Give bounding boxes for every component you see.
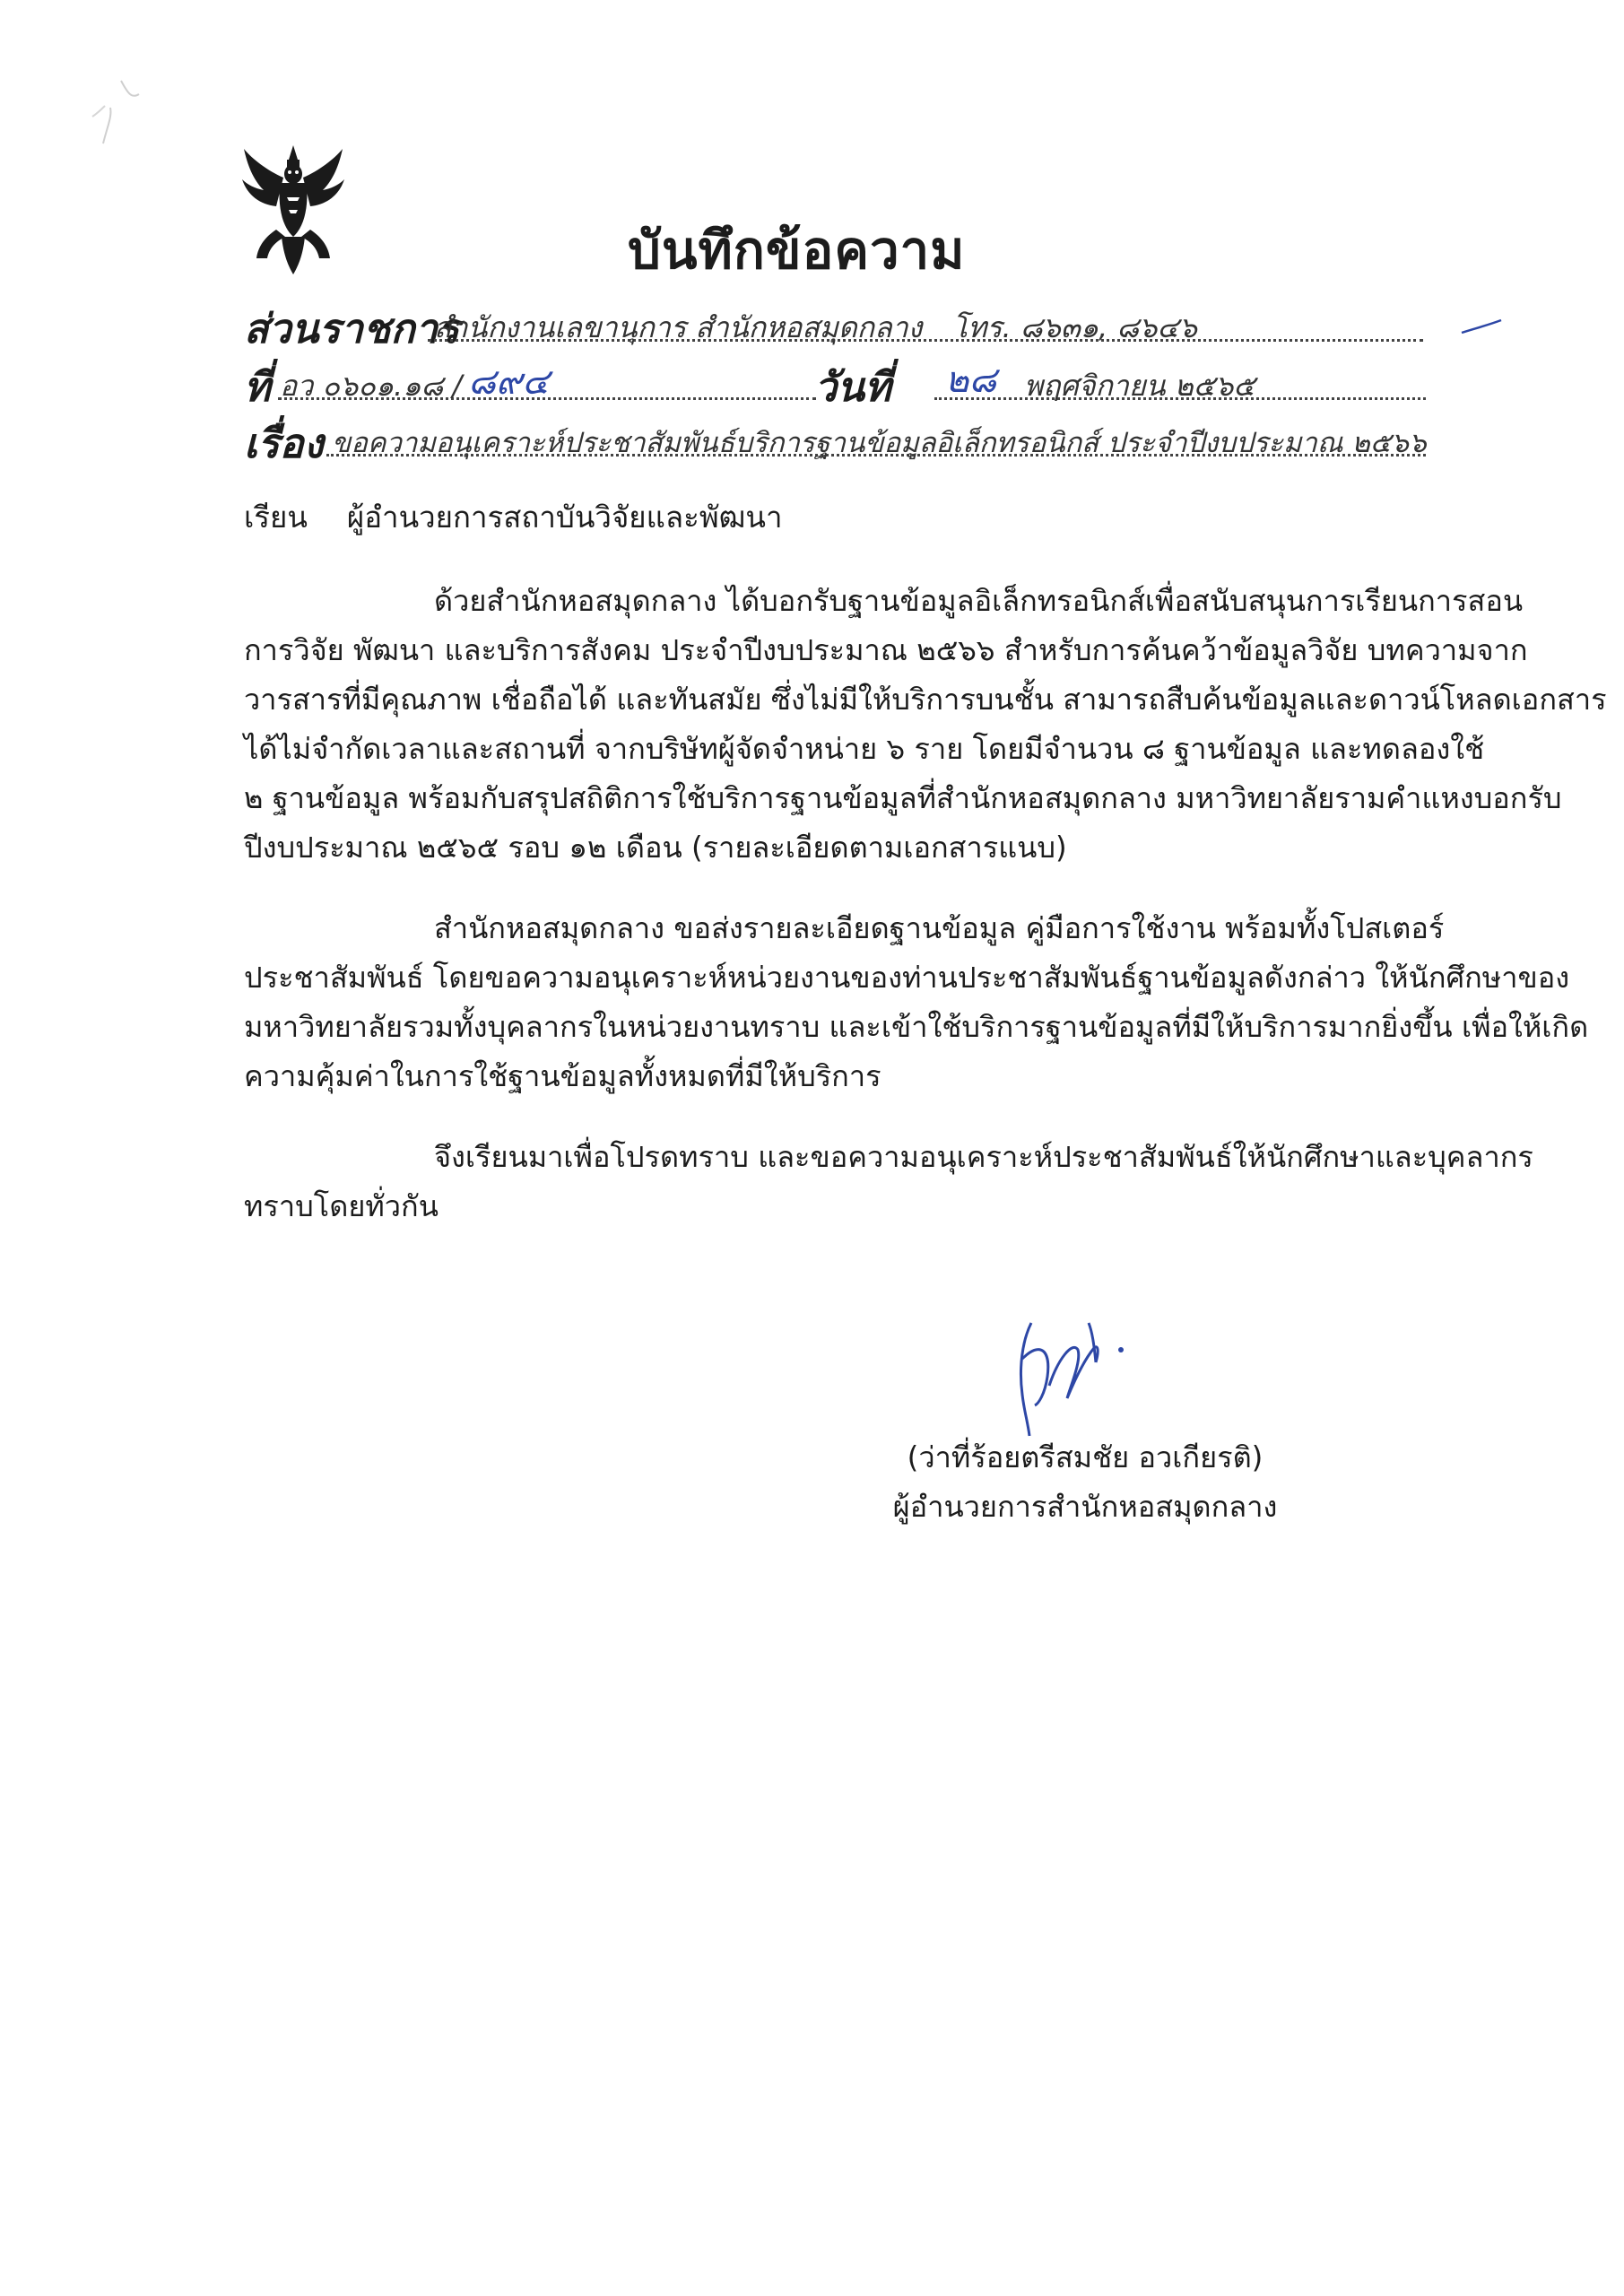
- department-label: ส่วนราชการ: [244, 305, 460, 352]
- date-month-year: พฤศจิกายน ๒๕๖๕: [1024, 369, 1255, 403]
- subject-value: ขอความอนุเคราะห์ประชาสัมพันธ์บริการฐานข้อมูลอิเล็กทรอนิกส์ ประจำปีงบประมาณ ๒๕๖๖: [332, 427, 1427, 459]
- signatory-position: ผู้อำนวยการสำนักหอสมุดกลาง: [892, 1490, 1278, 1524]
- salutation: [244, 493, 782, 541]
- paragraph-line: การวิจัย พัฒนา และบริการสังคม ประจำปีงบประมาณ ๒๕๖๖ สำหรับการค้นคว้าข้อมูลวิจัย บทความจาก: [244, 633, 1528, 667]
- salutation-label: เรียน: [244, 500, 308, 535]
- paragraph-line: จึงเรียนมาเพื่อโปรดทราบ และขอความอนุเคราะห์ประชาสัมพันธ์ให้นักศึกษาและบุคลากร: [434, 1140, 1533, 1174]
- reference-prefix: อว ๐๖๐๑.๑๘ /: [280, 369, 463, 403]
- department-phone: โทร. ๘๖๓๑, ๘๖๔๖: [952, 310, 1197, 344]
- reference-date-row: [244, 354, 1426, 412]
- date-label: วันที่: [814, 363, 891, 411]
- paragraph-line: ทราบโดยทั่วกัน: [244, 1189, 439, 1223]
- paragraph-line: ปีงบประมาณ ๒๕๖๕ รอบ ๑๒ เดือน (รายละเอียดตามเอกสารแนบ): [244, 831, 1067, 865]
- paragraph-line: วารสารที่มีคุณภาพ เชื่อถือได้ และทันสมัย ซึ่งไม่มีให้บริการบนชั้น สามารถสืบค้นข้อมูลและดาวน์โหลดเอกสาร: [244, 683, 1607, 717]
- paragraph-line: สำนักหอสมุดกลาง ขอส่งรายละเอียดฐานข้อมูล คู่มือการใช้งาน พร้อมทั้งโปสเตอร์: [434, 911, 1445, 945]
- signatory-name: (ว่าที่ร้อยตรีสมชัย อวเกียรติ): [907, 1440, 1264, 1474]
- subject-label: เรื่อง: [244, 420, 324, 467]
- department-row: [244, 296, 1426, 353]
- reference-handwritten-number: ๘๙๔: [468, 361, 550, 403]
- paragraph-line: ได้ไม่จำกัดเวลาและสถานที่ จากบริษัทผู้จัดจำหน่าย ๖ ราย โดยมีจำนวน ๘ ฐานข้อมูล และทดลองใช้: [244, 732, 1485, 766]
- paragraph-line: ๒ ฐานข้อมูล พร้อมกับสรุปสถิติการใช้บริการฐานข้อมูลที่สำนักหอสมุดกลาง มหาวิทยาลัยรามคำแหงบอกรับ: [244, 781, 1562, 815]
- scan-mark: [85, 54, 193, 161]
- memo-title: บันทึกข้อความ: [628, 220, 966, 281]
- date-handwritten-day: ๒๘: [945, 360, 997, 401]
- pen-stroke-mark: [1460, 318, 1503, 336]
- department-value: สำนักงานเลขานุการ สำนักหอสมุดกลาง: [434, 310, 923, 344]
- paragraph-line: มหาวิทยาลัยรวมทั้งบุคลากรในหน่วยงานทราบ และเข้าใช้บริการฐานข้อมูลที่มีให้บริการมากยิ่งขึ้น เพื่อให้เกิด: [244, 1010, 1589, 1044]
- paragraph-line: ความคุ้มค่าในการใช้ฐานข้อมูลทั้งหมดที่มีให้บริการ: [244, 1059, 881, 1093]
- subject-row: [244, 411, 1426, 468]
- handwritten-signature: [995, 1305, 1139, 1439]
- garuda-emblem-icon: [240, 144, 346, 276]
- paragraph-line: ประชาสัมพันธ์ โดยขอความอนุเคราะห์หน่วยงานของท่านประชาสัมพันธ์ฐานข้อมูลดังกล่าว ให้นักศึกษาของ: [244, 961, 1570, 995]
- reference-label: ที่: [244, 363, 271, 411]
- salutation-recipient: ผู้อำนวยการสถาบันวิจัยและพัฒนา: [346, 500, 783, 535]
- paragraph-line: ด้วยสำนักหอสมุดกลาง ได้บอกรับฐานข้อมูลอิเล็กทรอนิกส์เพื่อสนับสนุนการเรียนการสอน: [434, 584, 1524, 618]
